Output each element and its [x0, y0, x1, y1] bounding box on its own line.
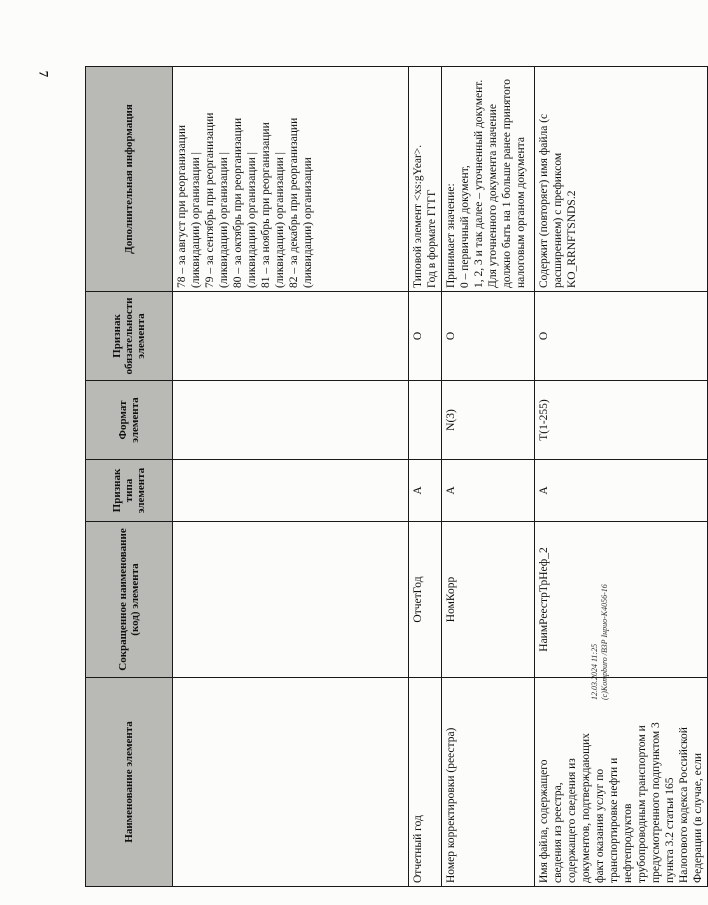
info-line: 80 – за октябрь при реорганизации — [232, 117, 244, 288]
name-line: содержащего сведения из — [566, 758, 578, 883]
name-line: пункта 3.2 статьи 165 — [664, 777, 676, 883]
name-line: Имя файла, содержащего — [538, 759, 550, 883]
elements-table — [85, 66, 708, 887]
info-line: (ликвидации) организации | — [274, 152, 286, 288]
cell-required — [173, 292, 409, 381]
name-line: сведения из реестра, — [552, 782, 564, 883]
header-element-code: Сокращенное наименование (код) элемента — [86, 522, 173, 678]
cell-type: А — [535, 460, 708, 522]
table-row — [409, 67, 442, 887]
info-line: расширением) с префиксом — [552, 152, 564, 288]
cell-info — [173, 67, 409, 292]
table-row — [442, 67, 535, 887]
name-line: транспортировке нефти и — [608, 757, 620, 883]
cell-format: N(3) — [442, 381, 535, 460]
page-number: 7 — [36, 70, 52, 78]
info-line: должно быть на 1 больше ранее принятого — [501, 78, 513, 288]
name-line: предусмотренного подпунктом 3 — [650, 722, 662, 883]
name-line: факт оказания услуг по — [594, 768, 606, 883]
info-line: 81 – за ноябрь при реорганизации — [260, 122, 272, 288]
cell-required: О — [535, 292, 708, 381]
stamp-date: 12.03.2024 11:25 — [590, 643, 599, 700]
info-line: (ликвидации) организации | — [218, 152, 230, 288]
header-element-required: Признак обязательности элемента — [86, 292, 173, 381]
cell-name: Отчетный год — [409, 678, 442, 887]
name-line: Налогового кодекса Российской — [678, 727, 690, 883]
cell-info — [409, 67, 442, 292]
info-line: Принимает значение: — [445, 183, 457, 288]
cell-name — [535, 678, 708, 887]
info-line: Типовой элемент <xs:gYear>. — [412, 144, 424, 288]
table-row — [173, 67, 409, 887]
cell-required: О — [409, 292, 442, 381]
header-row — [86, 67, 173, 887]
info-line: 1, 2, 3 и так далее – уточненный документ. — [473, 79, 485, 288]
info-line: Год в формате ГГГГ — [426, 189, 438, 288]
cell-info — [442, 67, 535, 292]
stamp-source: (c)Kompburo /ВЗР Інрио-К4056-16 — [600, 584, 609, 700]
info-line: Для уточненного документа значение — [487, 104, 499, 288]
cell-name — [173, 678, 409, 887]
info-line: KO_RRNFTSNDS.2 — [566, 190, 578, 288]
cell-type: А — [442, 460, 535, 522]
info-line: 78 – за август при реорганизации — [176, 124, 188, 288]
cell-code — [173, 522, 409, 678]
info-line: (ликвидации) организации | — [190, 152, 202, 288]
cell-code: ОтчетГод — [409, 522, 442, 678]
table-row — [535, 67, 708, 887]
cell-format — [409, 381, 442, 460]
cell-code: НомКорр — [442, 522, 535, 678]
info-line: 79 – за сентябрь при реорганизации — [204, 112, 216, 288]
header-element-type: Признак типа элемента — [86, 460, 173, 522]
cell-type: А — [409, 460, 442, 522]
header-additional-info: Дополнительная информация — [86, 67, 173, 292]
info-line: налоговым органом документа — [515, 137, 527, 288]
header-element-format: Формат элемента — [86, 381, 173, 460]
cell-type — [173, 460, 409, 522]
info-line: (ликвидации) организации — [302, 157, 314, 288]
cell-required: О — [442, 292, 535, 381]
cell-name: Номер корректировки (реестра) — [442, 678, 535, 887]
cell-code: НаимРеестрТрНеф_2 — [535, 522, 708, 678]
name-line: документов, подтверждающих — [580, 733, 592, 883]
info-line: Содержит (повторяет) имя файла (с — [538, 113, 550, 288]
info-line: 0 – первичный документ, — [459, 165, 471, 288]
header-element-name: Наименование элемента — [86, 678, 173, 887]
name-line: Федерации (в случае, если — [692, 752, 704, 883]
cell-info — [535, 67, 708, 292]
cell-format: T(1-255) — [535, 381, 708, 460]
info-line: 82 – за декабрь при реорганизации — [288, 117, 300, 288]
name-line: нефтепродуктов — [622, 803, 634, 883]
name-line: трубопроводным транспортом и — [636, 725, 648, 883]
info-line: (ликвидации) организации | — [246, 152, 258, 288]
cell-format — [173, 381, 409, 460]
